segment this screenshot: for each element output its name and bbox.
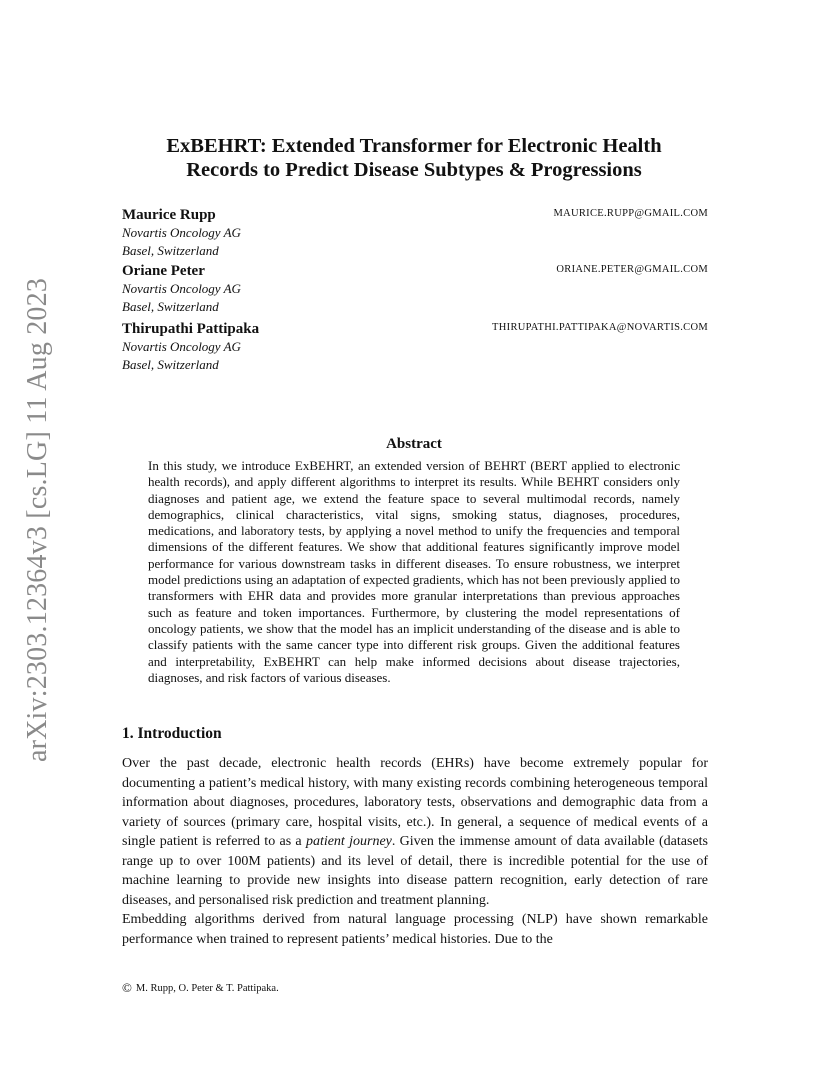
page-footer [122,980,279,996]
arxiv-identifier-stamp: arXiv:2303.12364v3 [cs.LG] 11 Aug 2023 [22,277,53,763]
author-block-1 [122,206,708,260]
author-name: Oriane Peter [122,263,205,279]
introduction-paragraph-1 [122,754,708,910]
author-email: MAURICE.RUPP@GMAIL.COM [553,208,708,219]
introduction-paragraph-2: Embedding algorithms derived from natural language processing (NLP) have shown remarkable performance when trained to represent patients’ medical histories. Due to the [122,912,708,947]
paper-title-line-2: Records to Predict Disease Subtypes & Progressions [186,159,642,181]
author-affiliation: Novartis Oncology AG [122,339,241,354]
paper-title-line-1: ExBEHRT: Extended Transformer for Electronic Health [166,135,662,157]
author-affiliation: Novartis Oncology AG [122,281,241,296]
introduction-body [122,754,708,949]
footer-authors: M. Rupp, O. Peter & T. Pattipaka. [135,983,279,994]
paragraph-text: Over the past decade, electronic health records (EHRs) have become extremely popular for documenting a patient’s medical history, with many existing records combining heterogeneous temporal information about diagnoses, procedures, laboratory tests, observations and demographic data from a variety of sources (primary care, hospital visits, etc.). In general, a sequence of medical events of a single patient is referred to as a [122,756,708,849]
author-email: THIRUPATHI.PATTIPAKA@NOVARTIS.COM [492,322,708,333]
author-name: Thirupathi Pattipaka [122,321,260,337]
author-location: Basel, Switzerland [122,243,219,258]
paper-title [120,134,708,182]
author-location: Basel, Switzerland [122,299,219,314]
author-block-3 [122,320,708,374]
author-block-2 [122,262,708,316]
emphasized-term: patient journey [305,834,392,849]
author-location: Basel, Switzerland [122,357,219,372]
author-affiliation: Novartis Oncology AG [122,225,241,240]
abstract-heading: Abstract [386,436,442,452]
author-name: Maurice Rupp [122,207,216,223]
abstract-text: In this study, we introduce ExBEHRT, an extended version of BEHRT (BERT applied to electronic health records), and apply different algorithms to interpret its results. While BEHRT considers only diagnoses and patient age, we extend the feature space to several multimodal records, namely demographics, clinical characteristics, vital signs, smoking status, diagnoses, procedures, medications, and laboratory tests, by applying a novel method to unify the frequencies and temporal dimensions of the different features. We show that additional features significantly improve model performance for various downstream tasks in different diseases. To ensure robustness, we interpret model predictions using an adaptation of expected gradients, which has not been previously applied to transformers with EHR data and provides more granular interpretations than previous approaches such as feature and token importances. Furthermore, by clustering the model representations of oncology patients, we show that the model has an implicit understanding of the disease and is able to classify patients with the same cancer type into different risk groups. Given the additional features and interpretability, ExBEHRT can help make informed decisions about disease trajectories, diagnoses, and risk factors of various diseases. [148,458,680,685]
copyright-icon: © [122,980,132,995]
section-heading-introduction: 1. Introduction [122,725,222,742]
paragraph-text: . Given the immense amount of data available (datasets range up to over 100M patients) and its level of detail, there is incredible potential for the use of machine learning to provide new insights into disease pattern recognition, early detection of rare diseases, and personalised risk prediction and treatment planning. [122,834,708,908]
author-email: ORIANE.PETER@GMAIL.COM [556,264,708,275]
